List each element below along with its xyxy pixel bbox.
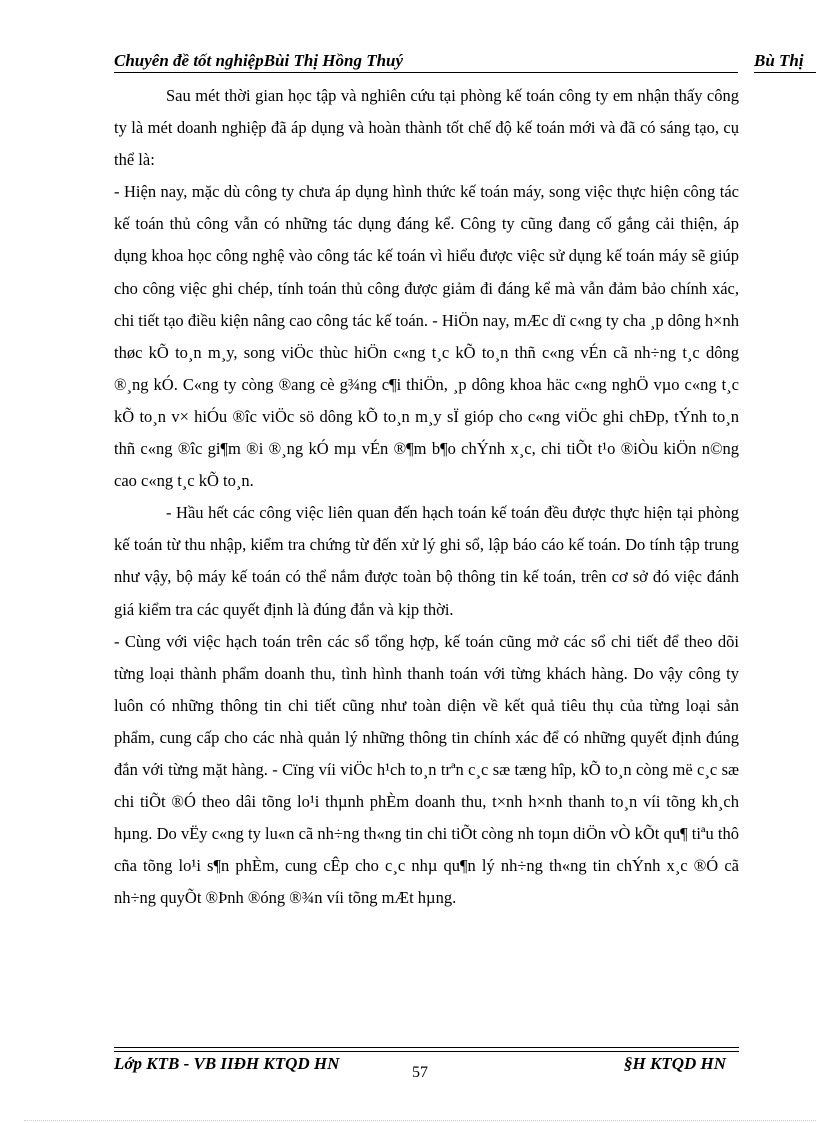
paragraph-manual-accounting: - Hiện nay, mặc dù công ty chưa áp dụng hình thức kế toán máy, song việc thực hiện công tác kế toán thủ công vẫn có những tác dụng đáng kể. Công ty cũng đang cố gắng cải thiện, áp dụng khoa học công nghệ vào công tác kế toán vì hiểu được việc sử dụng kế toán máy sẽ giúp cho công việc ghi chép, tính toán thủ công được giảm đi đáng kể mà vẫn đảm bảo chính xác, chi tiết tạo điều kiện nâng cao công tác kế toán. - HiÖn nay, mÆc dï c«ng ty cha ¸p dông h×nh thøc kÕ to¸n m¸y, song viÖc thùc hiÖn c«ng t¸c kÕ to¸n thñ c«ng vÉn cã nh÷ng t¸c dông ®¸ng kÓ. C«ng ty còng ®ang cè g¾ng c¶i thiÖn, ¸p dông khoa häc c«ng nghÖ vµo c«ng t¸c kÕ to¸n v× hiÓu ®îc viÖc sö dông kÕ to¸n m¸y sÏ gióp cho c«ng viÖc ghi chÐp, tÝnh to¸n thñ c«ng ®îc gi¶m ®i ®¸ng kÓ mµ vÉn ®¶m b¶o chÝnh x¸c, chi tiÕt t¹o ®iÒu kiÖn n©ng cao c«ng t¸c kÕ to¸n. bbox=[114, 182, 739, 491]
paragraph-centralized: - Hầu hết các công việc liên quan đến hạch toán kế toán đều được thực hiện tại phòng kế toán từ thu nhập, kiểm tra chứng từ đến xử lý ghi sổ, lập báo cáo kế toán. Do tính tập trung như vậy, bộ máy kế toán có thể nắm được toàn bộ thông tin kế toán, trên cơ sở đó việc đánh giá kiểm tra các quyết định là đúng đắn và kịp thời. bbox=[114, 503, 739, 619]
page-edge bbox=[24, 1120, 816, 1121]
footer-class: Lớp KTB - VB IIĐH KTQD HN bbox=[114, 1054, 340, 1073]
footer-university: §H KTQD HN bbox=[624, 1054, 726, 1073]
paragraph-intro: Sau mét thời gian học tập và nghiên cứu tại phòng kế toán công ty em nhận thấy công ty là mét doanh nghiệp đã áp dụng và hoàn thành tốt chế độ kế toán mới và đã có sáng tạo, cụ thể là: bbox=[114, 86, 739, 170]
paragraph-detail-ledgers: - Cùng với việc hạch toán trên các sổ tổng hợp, kế toán cũng mở các sổ chi tiết để theo dõi từng loại thành phẩm doanh thu, tình hình thanh toán với từng khách hàng. Do vậy công ty luôn có những thông tin chi tiết cũng như toàn diện về kết quả tiêu thụ của từng loại sản phẩm, cung cấp cho các nhà quản lý những thông tin chính xác để có những quyết định đúng đắn với từng mặt hàng. - Cïng víi viÖc h¹ch to¸n trªn c¸c sæ tæng hîp, kÕ to¸n còng më c¸c sæ chi tiÕt ®Ó theo dâi tõng lo¹i thµnh phÈm doanh thu, t×nh h×nh thanh to¸n víi tõng kh¸ch hµng. Do vËy c«ng ty lu«n cã nh÷ng th«ng tin chi tiÕt còng nh toµn diÖn vÒ kÕt qu¶ tiªu thô cña tõng lo¹i s¶n phÈm, cung cÊp cho c¸c nhµ qu¶n lý nh÷ng th«ng tin chÝnh x¸c ®Ó cã nh÷ng quyÕt ®Þnh ®óng ®¾n víi tõng mÆt hµng. bbox=[114, 631, 739, 908]
footer-rule bbox=[114, 1047, 739, 1048]
document-body bbox=[114, 80, 739, 914]
page-header bbox=[114, 48, 816, 74]
header-rule bbox=[114, 72, 738, 73]
page-number: 57 bbox=[412, 1064, 428, 1081]
header-rule-right bbox=[754, 72, 816, 73]
header-author: Bù Thị bbox=[754, 51, 804, 70]
footer-rule-double bbox=[114, 1051, 739, 1052]
header-title: Chuyên đề tốt nghiệpBùi Thị Hồng Thuý bbox=[114, 51, 404, 70]
